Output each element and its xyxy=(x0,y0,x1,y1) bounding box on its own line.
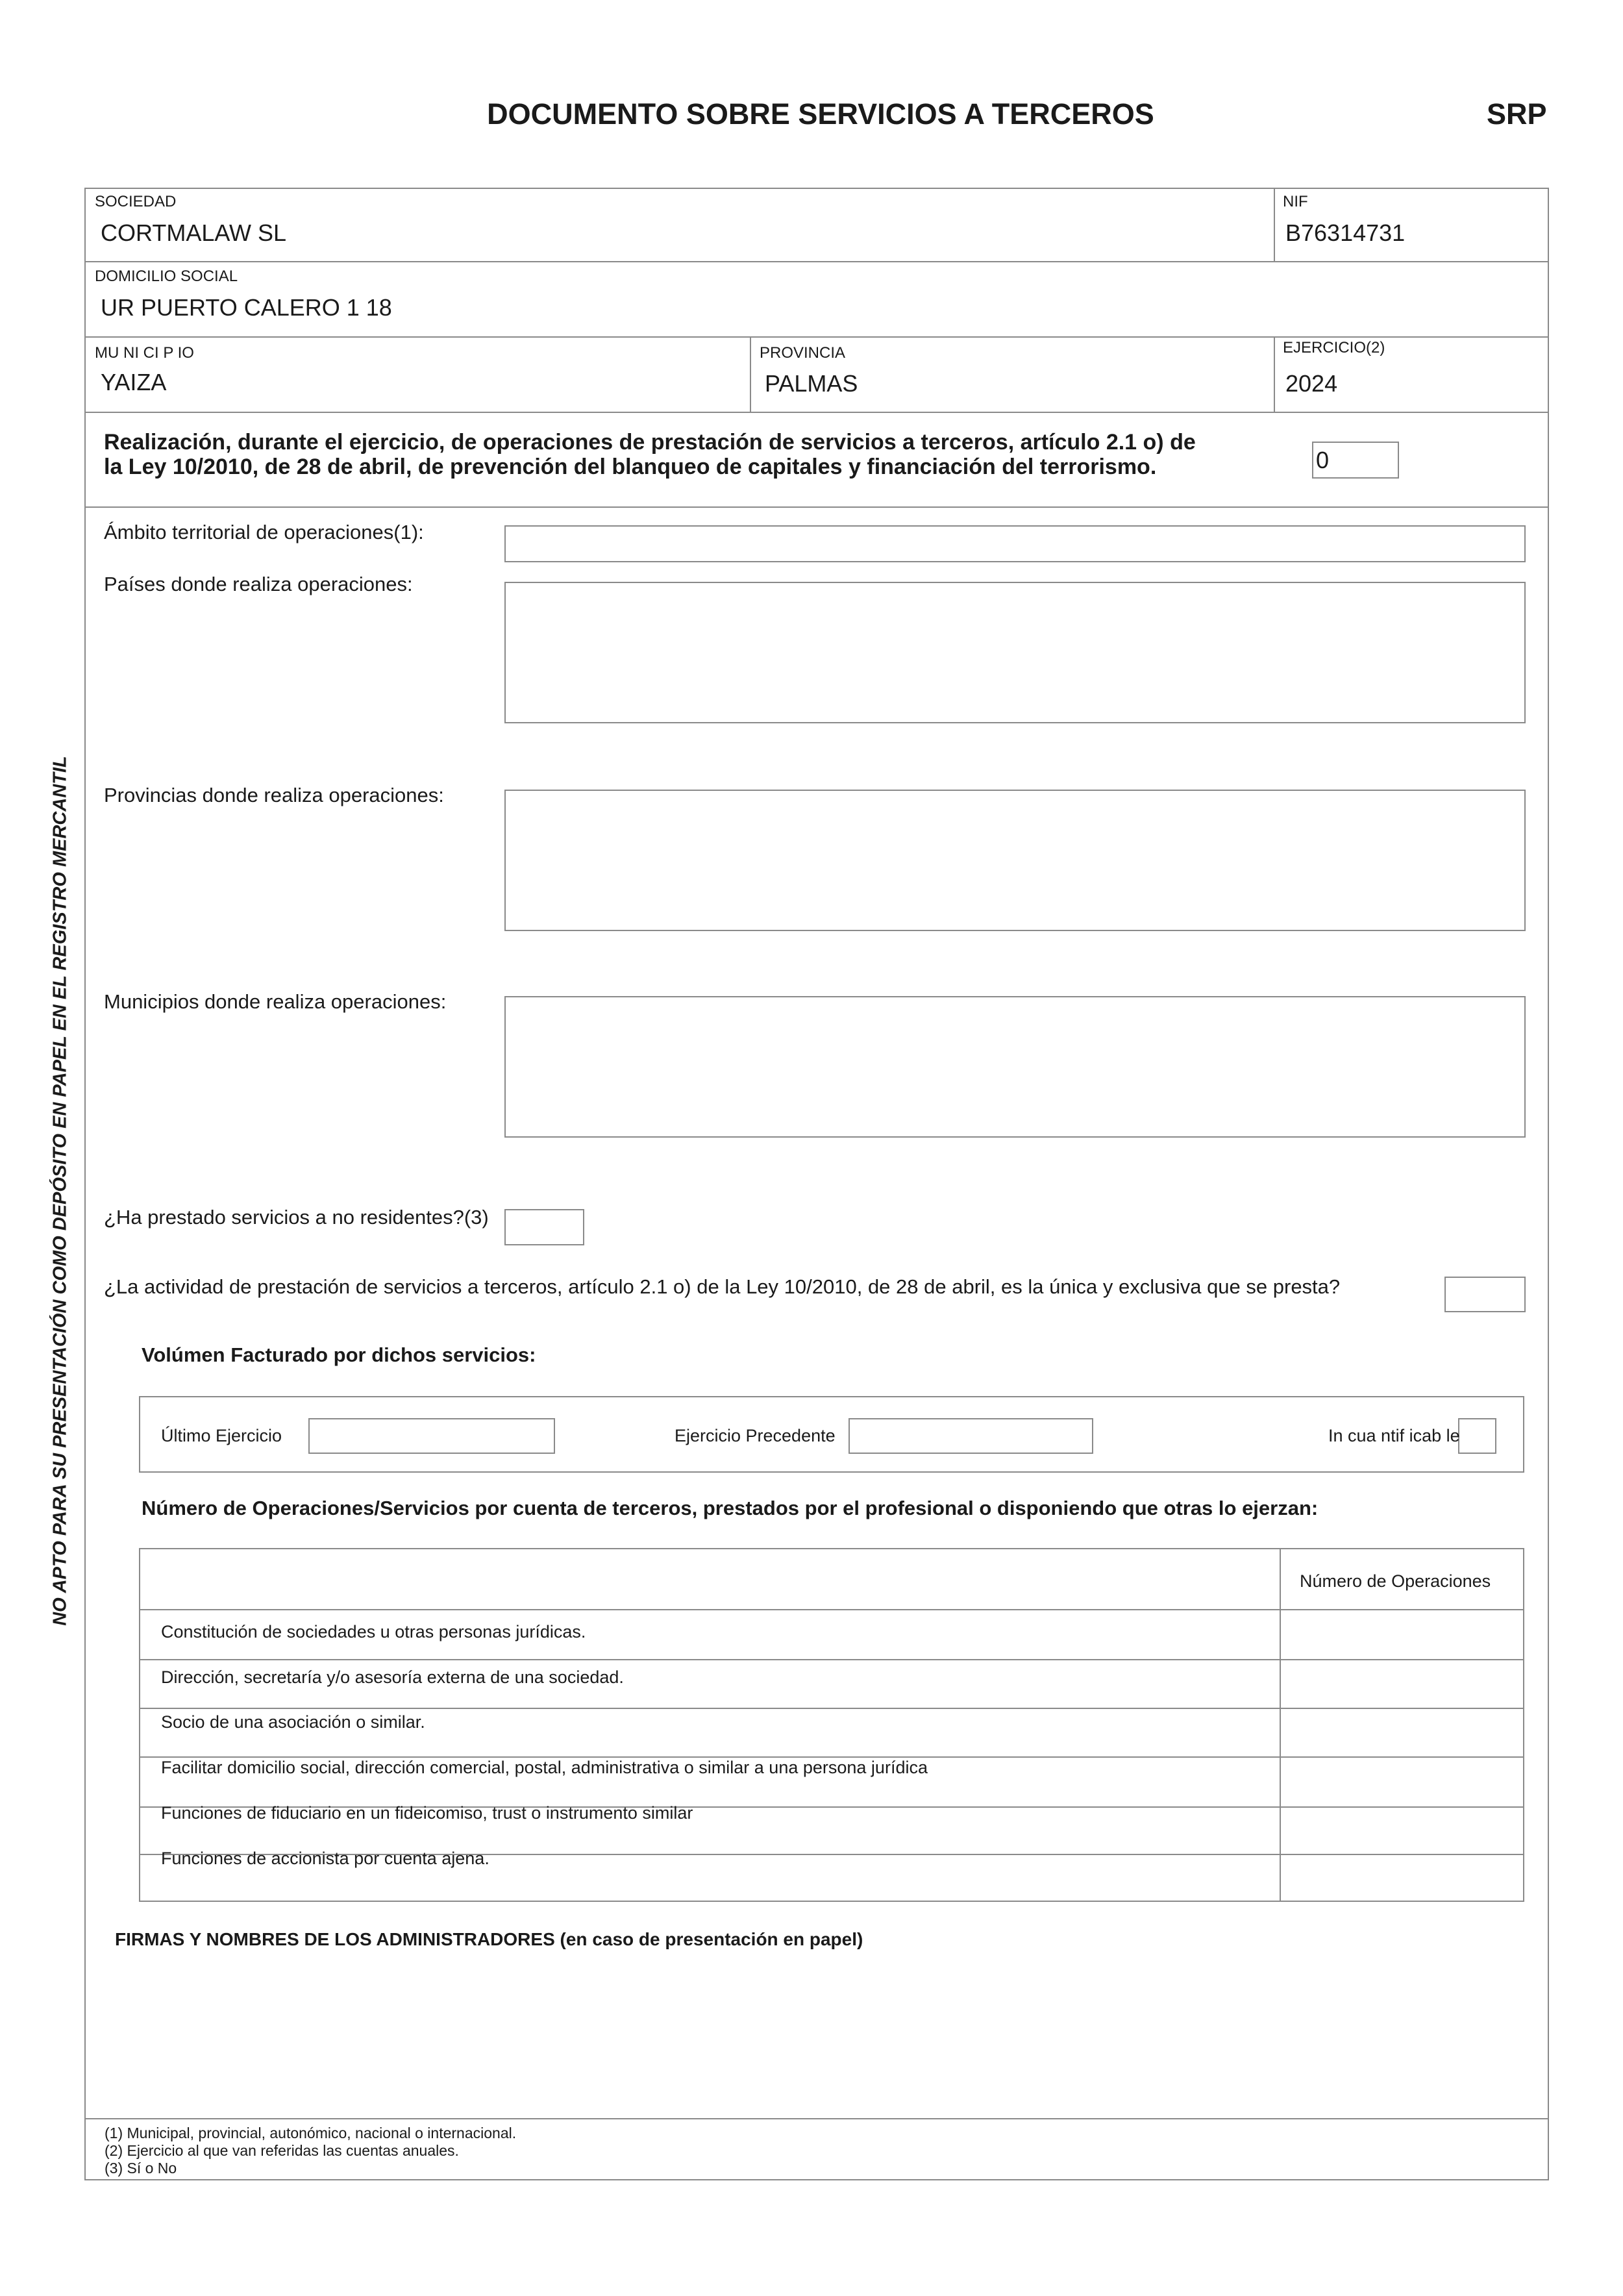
row-divider xyxy=(139,1659,1524,1660)
firmas-label: FIRMAS Y NOMBRES DE LOS ADMINISTRADORES (en caso de presentación en papel) xyxy=(115,1929,863,1949)
sociedad-value[interactable]: CORTMALAW SL xyxy=(101,219,287,246)
no-residentes-label: ¿Ha prestado servicios a no residentes?(3) xyxy=(104,1206,489,1229)
divider xyxy=(84,506,1549,508)
nif-value[interactable]: B76314731 xyxy=(1285,219,1406,246)
domicilio-value[interactable]: UR PUERTO CALERO 1 18 xyxy=(101,294,392,321)
nif-label: NIF xyxy=(1283,193,1308,210)
table-row: Constitución de sociedades u otras personas jurídicas. xyxy=(161,1622,586,1641)
provincia-value[interactable]: PALMAS xyxy=(765,370,858,397)
realizacion-value: 0 xyxy=(1316,447,1330,473)
divider xyxy=(1274,188,1275,261)
provincias-label: Provincias donde realiza operaciones: xyxy=(104,784,444,806)
column-divider xyxy=(1280,1548,1281,1902)
form-code: SRP xyxy=(1487,97,1547,131)
municipio-value[interactable]: YAIZA xyxy=(101,369,167,395)
ambito-label: Ámbito territorial de operaciones(1): xyxy=(104,521,424,543)
incuantificable-label: In cua ntif icab le xyxy=(1328,1426,1460,1445)
municipios-label: Municipios donde realiza operaciones: xyxy=(104,990,447,1013)
domicilio-label: DOMICILIO SOCIAL xyxy=(95,268,238,285)
footnote: (2) Ejercicio al que van referidas las cuentas anuales. xyxy=(105,2142,459,2159)
table-row: Facilitar domicilio social, dirección comercial, postal, administrativa o similar a una persona jurídica xyxy=(161,1758,928,1777)
municipio-label: MU NI CI P IO xyxy=(95,344,194,362)
ejercicio-value[interactable]: 2024 xyxy=(1285,370,1338,397)
ejercicio-label: EJERCICIO(2) xyxy=(1283,339,1385,356)
page-title: DOCUMENTO SOBRE SERVICIOS A TERCEROS xyxy=(487,97,1154,131)
paises-input[interactable] xyxy=(504,582,1526,723)
paises-label: Países donde realiza operaciones: xyxy=(104,573,413,595)
footnote: (3) Sí o No xyxy=(105,2160,177,2177)
no-residentes-input[interactable] xyxy=(504,1209,584,1245)
ambito-input[interactable] xyxy=(504,525,1526,562)
precedente-label: Ejercicio Precedente xyxy=(675,1426,836,1445)
table-row: Funciones de accionista por cuenta ajena. xyxy=(161,1849,489,1868)
side-notice: NO APTO PARA SU PRESENTACIÓN COMO DEPÓSITO EN PAPEL EN EL REGISTRO MERCANTIL xyxy=(49,756,71,1626)
table-row: Dirección, secretaría y/o asesoría externa de una sociedad. xyxy=(161,1667,624,1687)
incuantificable-input[interactable] xyxy=(1458,1418,1496,1454)
table-row: Socio de una asociación o similar. xyxy=(161,1712,425,1732)
precedente-input[interactable] xyxy=(849,1418,1093,1454)
row-divider xyxy=(139,1708,1524,1709)
sociedad-label: SOCIEDAD xyxy=(95,193,177,210)
divider xyxy=(84,261,1549,262)
municipios-input[interactable] xyxy=(504,996,1526,1138)
exclusiva-input[interactable] xyxy=(1444,1277,1526,1312)
volumen-title: Volúmen Facturado por dichos servicios: xyxy=(142,1343,536,1366)
realizacion-line1: Realización, durante el ejercicio, de operaciones de prestación de servicios a terceros, artículo 2.1 o) de xyxy=(104,430,1196,455)
divider xyxy=(84,2118,1549,2119)
operaciones-title: Número de Operaciones/Servicios por cuenta de terceros, prestados por el profesional o disponiendo que otras lo ejerzan: xyxy=(142,1497,1319,1519)
col-header: Número de Operaciones xyxy=(1300,1571,1491,1591)
divider xyxy=(84,336,1549,338)
divider xyxy=(750,336,751,412)
row-divider xyxy=(139,1609,1524,1610)
footnote: (1) Municipal, provincial, autonómico, nacional o internacional. xyxy=(105,2125,517,2141)
realizacion-line2: la Ley 10/2010, de 28 de abril, de prevención del blanqueo de capitales y financiación del terrorismo. xyxy=(104,455,1157,479)
realizacion-input[interactable] xyxy=(1312,442,1399,479)
ultimo-input[interactable] xyxy=(308,1418,555,1454)
table-row: Funciones de fiduciario en un fideicomiso, trust o instrumento similar xyxy=(161,1803,693,1823)
divider xyxy=(84,412,1549,413)
exclusiva-label: ¿La actividad de prestación de servicios a terceros, artículo 2.1 o) de la Ley 10/2010, de 28 de abril, es la única y exclusiva que se presta? xyxy=(104,1275,1341,1298)
provincias-input[interactable] xyxy=(504,790,1526,931)
ultimo-label: Último Ejercicio xyxy=(161,1426,282,1445)
provincia-label: PROVINCIA xyxy=(760,344,846,362)
divider xyxy=(1274,336,1275,412)
